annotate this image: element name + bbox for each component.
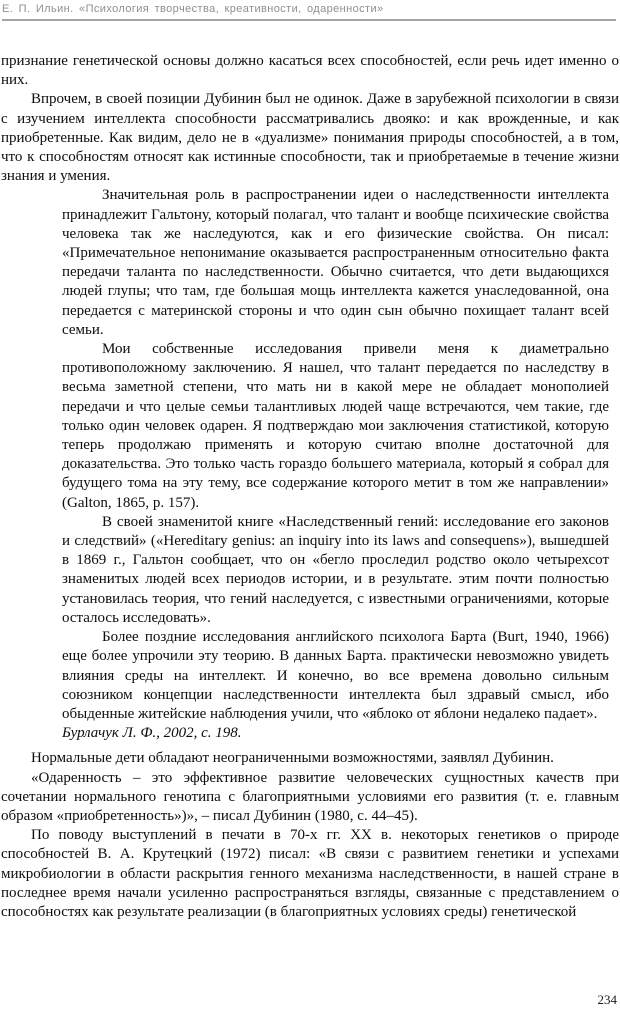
quote-attribution: Бурлачук Л. Ф., 2002, с. 198. — [62, 725, 242, 742]
paragraph: «Одаренность – это эффективное развитие человеческих сущностных качеств при сочетании нормального генотипа с благоприятными условиями его развития (т. е. главным образом «приобретенность»)», – писал Дубинин (1980, с. 44–45). — [1, 769, 619, 824]
blockquote-paragraph: Более поздние исследования английского психолога Барта (Burt, 1940, 1966) еще более упрочили эту теорию. В данных Барта. практически невозможно увидеть влияния среды на интеллект. И конечно, во все времена довольно сильным союзником концепции наследственности интеллекта был здравый смысл, ибо обыденные житейские наблюдения учили, что «яблоко от яблони недалеко падает». — [62, 629, 609, 722]
running-title: Е. П. Ильин. «Психология творчества, креативности, одаренности» — [2, 3, 384, 15]
blockquote-paragraph: В своей знаменитой книге «Наследственный гений: исследование его законов и следствий» («Hereditary genius: an inquiry into its laws and consequens»), вышедшей в 1869 г., Гальтон сообщает, что он «бегло проследил родство около четырехсот знаменитых людей всех периодов истории, и в результате. этим почти полностью установилась теория, что гений наследуется, с известными ограничениями, которые осталось исследовать». — [62, 513, 609, 626]
paragraph: Впрочем, в своей позиции Дубинин был не одинок. Даже в зарубежной психологии в связи с изучением интеллекта способности рассматривались двояко: и как врожденные, и как приобретенные. Как видим, дело не в «дуализме» понимания природы способностей, а в том, что к способностям относят как истинные способности, так и приобретаемые в течение жизни знания и умения. — [1, 91, 619, 185]
paragraph: По поводу выступлений в печати в 70-х гг. XX в. некоторых генетиков о природе способностей В. А. Крутецкий (1972) писал: «В связи с развитием генетики и успехами микробиологии в области раскрытия генного механизма наследственности, в нашей стране в последнее время начали усиленно распространяться взгляды, связанные с представлением о способностях как результате реализации (в благоприятных условиях среды) генетической — [1, 827, 619, 920]
paragraph-continuation: признание генетической основы должно касаться всех способностей, если речь идет именно о них. — [1, 53, 619, 89]
blockquote-paragraph: Значительная роль в распространении идеи о наследственности интеллекта принадлежит Гальтону, который полагал, что талант и вообще психические свойства человека так же наследуются, как и его физические свойства. Он писал: «Примечательное непонимание оказывается распространенным относительно факта передачи таланта по наследственности. Обычно считается, что дети выдающихся людей глупы; что там, где большая мощь интеллекта кажется унаследованной, она передается с материнской стороны и что один сын обычно похищает талант всей семьи. — [62, 187, 609, 338]
page-content — [0, 52, 620, 922]
paragraph: Нормальные дети обладают неограниченными возможностями, заявлял Дубинин. — [31, 750, 554, 767]
page-header — [0, 0, 620, 21]
header-divider — [2, 19, 616, 21]
page-number: 234 — [597, 992, 617, 1007]
blockquote-paragraph: Мои собственные исследования привели меня к диаметрально противоположному заключению. Я нашел, что талант передается по наследству в весьма заметной степени, что мать ни в какой мере не обладает монополией передачи и что целые семьи талантливых людей чаще встречаются, чем такие, где только один человек одарен. Я подтверждаю мои заключения статистикой, которую теперь продолжаю применять и которую считаю вполне достаточной для доказательства. Это только часть гораздо большего материала, который я собрал для будущего тома на эту тему, все содержание которого метит в том же направлении» (Galton, 1865, p. 157). — [62, 341, 609, 511]
